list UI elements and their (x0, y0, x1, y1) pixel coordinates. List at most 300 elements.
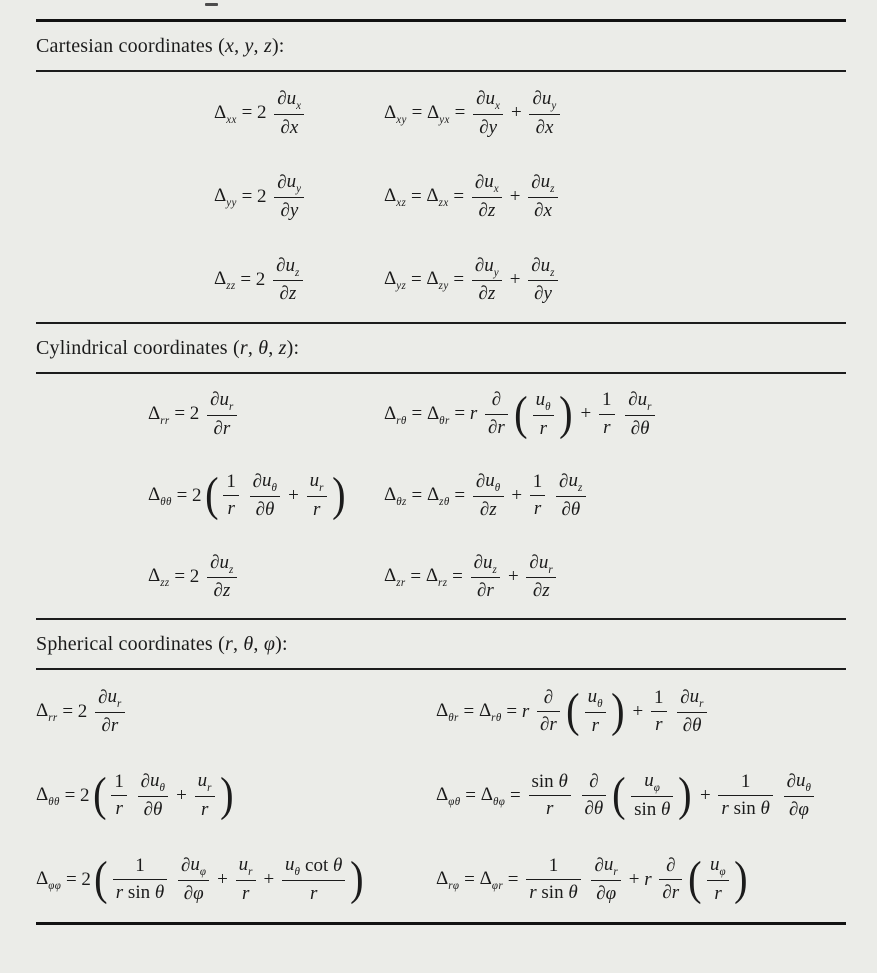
math-subscripted (638, 389, 652, 413)
fraction-numerator (651, 687, 667, 712)
math-text: = (406, 484, 427, 506)
math-text: ∂ (532, 88, 542, 110)
math-subscript: y (296, 182, 302, 195)
math-text: = (449, 403, 470, 425)
math-variable: θ (243, 632, 254, 655)
fraction-numerator (533, 389, 554, 415)
math-variable: u (190, 854, 200, 876)
math-parenthesized (611, 770, 693, 822)
math-variable: z (487, 200, 496, 221)
math-variable: r (115, 882, 124, 904)
math-text: = 2 (235, 268, 271, 290)
math-text: ∂ (589, 770, 599, 792)
math-variable: r (224, 632, 233, 655)
math-text (548, 485, 553, 508)
math-text: + (171, 784, 192, 806)
math-variable: u (485, 470, 495, 492)
fraction-numerator (178, 854, 209, 880)
math-subscripted (484, 255, 499, 279)
math-subscript: y (493, 266, 500, 279)
math-fraction (529, 771, 571, 822)
math-variable: u (238, 854, 249, 876)
math-text: Δ (384, 101, 397, 123)
fraction-denominator (138, 796, 169, 822)
fraction-numerator (599, 389, 615, 414)
math-text: ∂ (180, 854, 191, 876)
math-subscripted (198, 770, 212, 794)
left-paren: ( (514, 388, 528, 441)
math-subscripted (384, 565, 406, 589)
math-fraction (471, 552, 501, 604)
math-text: ∂ (662, 882, 672, 904)
left-paren: ( (94, 853, 108, 906)
fraction-denominator (473, 114, 503, 140)
math-text: ∂ (682, 715, 693, 736)
fraction-numerator (223, 471, 239, 496)
math-subscripted (426, 185, 448, 209)
math-fraction (473, 470, 504, 522)
math-text (242, 485, 247, 508)
math-text: ∂ (666, 854, 676, 876)
math-fraction (530, 471, 546, 522)
fraction-denominator (528, 280, 558, 306)
right-paren: ) (219, 769, 234, 822)
math-text: ∂ (213, 580, 223, 602)
left-paren: ( (688, 853, 702, 906)
fraction-numerator (95, 686, 125, 712)
math-subscript: rr (160, 414, 170, 427)
math-text: Δ (426, 268, 439, 290)
fraction-denominator (529, 795, 571, 821)
math-variable: z (542, 580, 550, 602)
math-text: = 2 (169, 403, 205, 425)
math-text: = (448, 268, 469, 290)
equation (214, 171, 384, 223)
math-variable: r (222, 417, 231, 439)
math-text: ∂ (531, 171, 541, 193)
equation (384, 389, 846, 441)
equation-grid-cartesian (36, 72, 846, 322)
math-variable: u (219, 388, 229, 410)
fraction-numerator (472, 255, 502, 281)
fraction-numerator (707, 854, 729, 880)
fraction-numerator (784, 770, 815, 796)
math-variable: r (312, 499, 321, 520)
math-text: cot (300, 854, 333, 876)
fraction-numerator (274, 171, 304, 197)
math-subscripted (479, 700, 502, 724)
math-text: = 2 (169, 565, 205, 587)
math-text: Cylindrical coordinates ( (36, 336, 240, 359)
math-text: ∂ (474, 171, 485, 193)
left-paren: ( (204, 469, 219, 522)
section-spherical (36, 620, 846, 922)
math-subscript: x (296, 99, 302, 112)
math-text: , (253, 632, 264, 655)
equation (36, 686, 436, 738)
math-text: ∂ (789, 799, 799, 820)
fraction-numerator (471, 552, 501, 578)
math-subscript: φθ (448, 795, 461, 808)
equation (384, 88, 846, 140)
math-subscript: y (551, 99, 557, 112)
fraction-denominator (784, 796, 815, 822)
math-subscript: r (613, 865, 619, 878)
fraction-denominator (95, 712, 125, 738)
math-subscripted (436, 868, 459, 892)
fraction-denominator (472, 280, 502, 306)
math-fraction (556, 470, 586, 522)
fraction-numerator (138, 770, 169, 796)
math-text: Δ (478, 700, 492, 722)
math-fraction (707, 854, 729, 906)
fraction-denominator (529, 114, 559, 140)
math-subscript: zz (160, 577, 170, 590)
math-subscript: rr (48, 711, 58, 724)
fraction-denominator (223, 495, 239, 521)
math-fraction (526, 552, 556, 604)
math-text: ∂ (210, 389, 220, 411)
equation (384, 470, 846, 522)
math-variable: r (533, 498, 542, 520)
math-variable: r (644, 868, 652, 890)
math-text: Δ (214, 185, 227, 207)
math-text: = (448, 185, 469, 207)
math-variable: y (488, 116, 498, 138)
math-text: = (460, 784, 481, 806)
math-text: 1 (226, 470, 236, 492)
math-fraction (273, 255, 303, 307)
math-text (584, 869, 589, 892)
fraction-numerator (485, 389, 508, 414)
fraction-denominator (591, 880, 621, 906)
fraction-denominator (707, 880, 729, 906)
math-subscripted (541, 171, 555, 195)
math-subscripted (426, 268, 448, 292)
math-text: ∂ (252, 470, 263, 492)
math-variable: u (540, 171, 551, 193)
math-subscript: z (294, 266, 300, 279)
fraction-denominator (471, 577, 501, 603)
fraction-numerator (529, 88, 559, 114)
fraction-denominator (526, 577, 556, 603)
math-text: sin (123, 882, 155, 904)
math-text: = (501, 700, 522, 722)
math-fraction (677, 686, 707, 738)
math-text: = 2 (61, 868, 91, 890)
math-variable: u (637, 388, 648, 410)
math-text: ∂ (140, 770, 151, 792)
fraction-numerator (526, 552, 556, 578)
section-title-cartesian (36, 22, 846, 70)
math-subscript: φ (653, 781, 661, 794)
right-paren: ) (559, 388, 573, 441)
fraction-denominator (207, 415, 237, 441)
math-text: Δ (384, 402, 397, 424)
math-parenthesized (687, 854, 749, 906)
math-text: ∂ (535, 116, 546, 138)
math-subscripted (690, 686, 704, 710)
math-fraction (631, 770, 673, 822)
math-subscripted (285, 854, 300, 878)
math-text: 1 (114, 770, 124, 792)
math-subscripted (427, 484, 450, 508)
math-variable: r (469, 403, 478, 425)
math-text: Δ (436, 784, 449, 806)
math-subscript: θr (448, 711, 459, 724)
math-variable: u (107, 686, 117, 708)
fraction-denominator (528, 197, 558, 223)
math-text: ∂ (277, 171, 287, 193)
math-subscripted (262, 470, 277, 494)
math-fraction (784, 770, 815, 822)
math-subscripted (107, 686, 121, 710)
math-text: = (458, 700, 479, 722)
math-text: ∂ (532, 580, 543, 602)
math-variable: x (289, 116, 299, 138)
math-subscripted (536, 389, 551, 413)
math-variable: x (224, 34, 235, 57)
math-text (670, 701, 675, 724)
math-subscript: zx (438, 196, 449, 209)
fraction-numerator (207, 552, 237, 578)
math-fraction (718, 771, 772, 822)
math-subscripted (36, 700, 58, 724)
math-variable: u (484, 171, 494, 193)
math-text: ∂ (680, 686, 690, 708)
equation (148, 470, 384, 522)
right-paren: ) (331, 469, 346, 522)
math-parenthesized (93, 854, 365, 906)
fraction-numerator (718, 771, 772, 796)
math-text (170, 869, 175, 892)
math-subscripted (588, 686, 603, 710)
fraction-numerator (529, 771, 571, 796)
math-text: Δ (384, 484, 397, 506)
math-variable: r (603, 417, 611, 439)
math-text: ∂ (529, 552, 539, 574)
fraction-denominator (236, 880, 256, 906)
math-subscripted (310, 470, 324, 494)
math-text: , (232, 632, 244, 655)
right-paren: ) (734, 853, 748, 906)
fraction-denominator (677, 712, 707, 738)
math-text: + (503, 565, 524, 587)
math-text: Δ (148, 565, 161, 587)
math-text: ∂ (143, 799, 154, 820)
math-text: Δ (148, 484, 161, 506)
math-text: , (253, 34, 264, 57)
math-subscripted (214, 102, 237, 126)
math-fraction (591, 854, 621, 906)
math-text: Δ (384, 565, 397, 587)
math-text: Δ (426, 484, 440, 506)
math-text: Δ (436, 700, 449, 722)
fraction-numerator (582, 771, 607, 796)
fraction-numerator (530, 471, 546, 496)
math-subscripted (285, 255, 299, 279)
math-variable: u (309, 470, 320, 492)
fraction-denominator (307, 496, 327, 522)
section-title-cylindrical (36, 324, 846, 372)
table-content (36, 0, 846, 925)
fraction-denominator (537, 711, 560, 737)
math-text: Δ (479, 868, 492, 890)
math-subscripted (427, 403, 450, 427)
math-subscript: xy (396, 113, 407, 126)
math-subscript: xx (226, 113, 237, 126)
fraction-numerator (591, 854, 621, 880)
math-variable: r (655, 714, 663, 736)
math-variable: u (219, 551, 229, 573)
math-text: + (624, 868, 645, 890)
equation (214, 88, 384, 140)
math-text: = (447, 565, 468, 587)
equation (384, 552, 846, 604)
math-variable: θ (593, 798, 604, 820)
math-subscripted (214, 185, 237, 209)
fraction-numerator (473, 470, 504, 496)
math-variable: r (714, 883, 722, 904)
math-text: = 2 (59, 784, 90, 806)
math-subscripted (384, 403, 407, 427)
math-subscript: r (248, 865, 253, 878)
math-text: 1 (532, 470, 543, 492)
math-variable: r (110, 715, 119, 736)
fraction-denominator (526, 879, 580, 905)
math-subscripted (710, 854, 726, 878)
math-fraction (472, 255, 502, 307)
fraction-denominator (473, 496, 504, 522)
section-cartesian (36, 22, 846, 324)
math-subscripted (214, 268, 236, 292)
math-variable: θ (692, 715, 702, 736)
fraction-denominator (195, 796, 215, 822)
math-variable: u (710, 854, 720, 876)
fraction-numerator (631, 770, 673, 796)
math-variable: θ (661, 799, 671, 820)
math-subscript: zz (226, 280, 236, 293)
math-variable: r (521, 700, 530, 722)
math-text: ∂ (277, 88, 287, 110)
math-text: ∂ (594, 854, 604, 876)
math-text: ∂ (213, 417, 223, 439)
math-subscripted (485, 88, 500, 112)
fraction-numerator (250, 470, 281, 496)
equation (436, 770, 846, 822)
math-text: 1 (602, 389, 612, 411)
math-subscripted (436, 784, 461, 808)
math-text: ∂ (276, 255, 286, 277)
math-variable: φ (605, 883, 617, 904)
fraction-numerator (273, 255, 303, 281)
math-fraction (178, 854, 209, 906)
math-text: ∂ (255, 499, 266, 520)
math-subscript: r (647, 400, 652, 413)
fraction-numerator (556, 470, 586, 496)
math-text: , (268, 336, 279, 359)
math-subscripted (219, 552, 233, 576)
math-text: = (505, 784, 526, 806)
math-variable: r (115, 798, 123, 820)
math-fraction (274, 88, 304, 140)
math-text: + (505, 268, 526, 290)
math-subscript: θ (271, 481, 278, 494)
fraction-numerator (195, 770, 215, 796)
math-fraction (472, 171, 502, 223)
math-variable: r (497, 417, 505, 439)
math-subscript: r (116, 697, 122, 710)
math-text: ): (286, 336, 300, 359)
math-fraction (307, 470, 327, 522)
fraction-numerator (526, 855, 580, 880)
math-subscript: rθ (491, 711, 502, 724)
fraction-denominator (631, 796, 673, 822)
math-text: Δ (148, 402, 161, 424)
math-variable: r (309, 883, 318, 904)
paren-content (529, 389, 558, 441)
math-text: ∂ (491, 389, 502, 411)
math-variable: u (197, 770, 208, 792)
math-variable: u (484, 254, 494, 276)
math-text: ∂ (543, 686, 554, 708)
paren-content (107, 770, 218, 822)
math-fraction (529, 88, 559, 140)
math-parenthesized (92, 770, 235, 822)
math-variable: u (689, 686, 700, 708)
math-variable: u (483, 551, 493, 573)
math-fraction (537, 687, 560, 738)
fraction-numerator (111, 771, 127, 796)
fraction-numerator (585, 686, 606, 712)
math-subscript: r (228, 400, 234, 413)
math-variable: r (545, 798, 554, 820)
math-subscript: θ (494, 481, 501, 494)
math-subscripted (604, 854, 618, 878)
math-text: 1 (135, 854, 145, 876)
fraction-numerator (677, 686, 707, 712)
fraction-numerator (236, 854, 256, 880)
fraction-numerator (528, 255, 558, 281)
math-subscript: rφ (448, 879, 460, 892)
math-subscripted (148, 403, 170, 427)
math-subscripted (644, 770, 660, 794)
math-subscripted (219, 389, 233, 413)
math-subscript: θ (545, 400, 551, 413)
math-subscripted (150, 770, 165, 794)
math-variable: z (263, 34, 272, 57)
math-text: ∂ (596, 883, 606, 904)
fraction-denominator (282, 880, 345, 906)
math-text: ∂ (786, 770, 796, 792)
math-parenthesized (513, 389, 574, 441)
math-variable: u (603, 854, 614, 876)
math-subscript: xz (396, 196, 407, 209)
math-text: ∂ (474, 255, 485, 277)
math-text: ∂ (531, 255, 541, 277)
fraction-denominator (472, 197, 502, 223)
math-text: ∂ (559, 470, 569, 492)
math-subscripted (436, 700, 459, 724)
math-variable: θ (558, 770, 568, 792)
math-subscript: θθ (160, 495, 172, 508)
math-variable: u (285, 254, 295, 276)
math-variable: θ (760, 798, 770, 820)
math-text: + (212, 868, 233, 890)
math-subscripted (287, 171, 302, 195)
math-text: + (505, 185, 526, 207)
math-variable: u (284, 854, 295, 876)
